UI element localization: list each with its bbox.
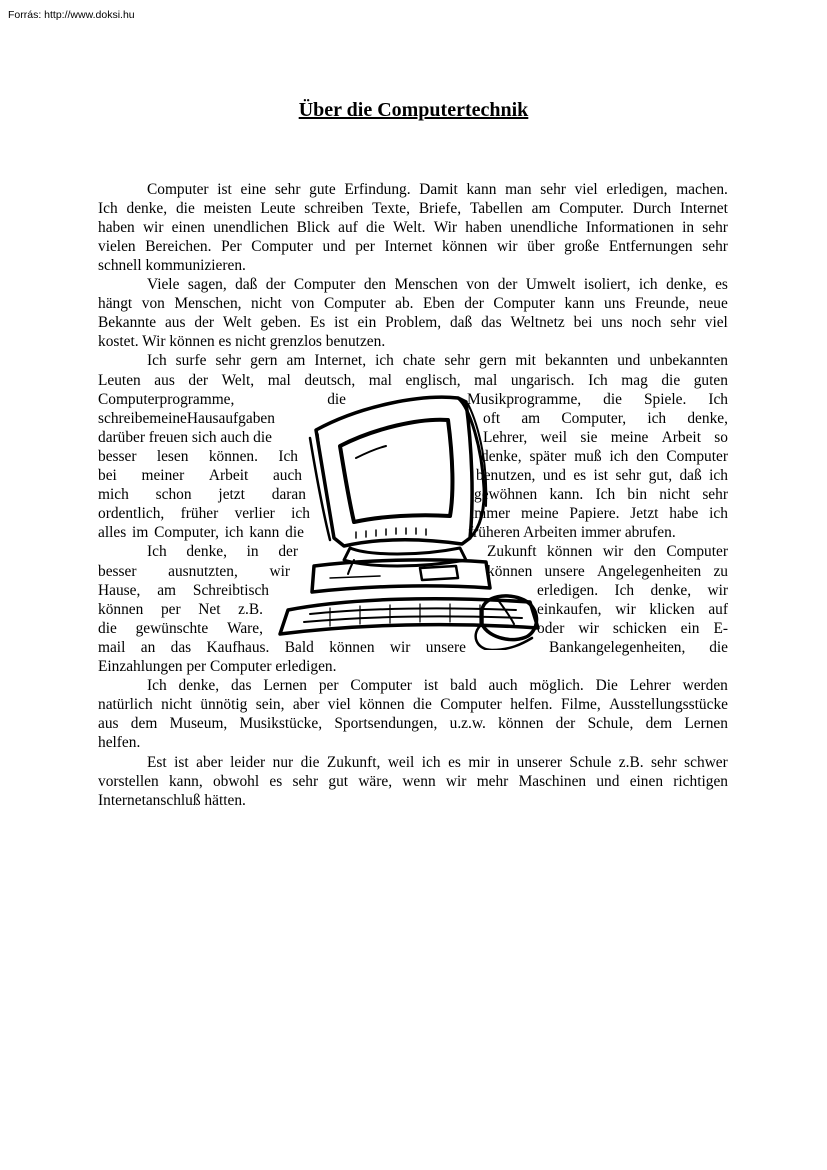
- text-line-left: schreibe meine Hausaufgaben: [98, 409, 275, 427]
- text-line-right: Lehrer, weil sie meine Arbeit so: [483, 428, 728, 446]
- text-line-right: gewöhnen kann. Ich bin nicht sehr: [474, 486, 728, 504]
- text-line-right: einkaufen, wir klicken auf: [537, 600, 728, 618]
- text-line: vorstellen kann, obwohl es sehr gut wäre, wenn wir mehr Maschinen und einen richtigen: [98, 772, 728, 790]
- text-line: haben wir einen unendlichen Blick auf die Welt. Wir haben unendliche Informationen in sehr: [98, 218, 728, 236]
- text-line: Bekannte aus der Welt geben. Es ist ein Problem, daß das Weltnetz bei uns noch sehr viel: [98, 314, 728, 332]
- text-line: hängt von Menschen, nicht von Computer ab. Eben der Computer kann uns Freunde, neue: [98, 295, 728, 313]
- text-line: Computer ist eine sehr gute Erfindung. Damit kann man sehr viel erledigen, machen.: [147, 180, 728, 198]
- text-line-right: erledigen. Ich denke, wir: [537, 581, 728, 599]
- document-title: Über die Computertechnik: [298, 99, 529, 121]
- source-label: Forrás: http://www.doksi.hu: [8, 9, 135, 21]
- text-line: Leuten aus der Welt, mal deutsch, mal englisch, mal ungarisch. Ich mag die guten: [98, 371, 728, 389]
- text-line: Est ist aber leider nur die Zukunft, weil ich es mir in unserer Schule z.B. sehr schwer: [147, 753, 728, 771]
- text-line: schnell kommunizieren.: [98, 256, 246, 274]
- text-line-left: Hause, am Schreibtisch: [98, 581, 269, 599]
- text-line-left: Ich denke, in der: [147, 543, 298, 561]
- text-line: aus dem Museum, Musikstücke, Sportsendungen, u.z.w. können der Schule, dem Lernen: [98, 715, 728, 733]
- text-line-left: besser ausnutzten, wir: [98, 562, 290, 580]
- text-line-left: können per Net z.B.: [98, 600, 263, 618]
- text-line: natürlich nicht ünnötig sein, aber viel können die Computer helfen. Filme, Ausstellungsstücke: [98, 696, 728, 714]
- text-line-left: alles im Computer, ich kann die: [98, 524, 304, 542]
- text-line-left: mail an das Kaufhaus. Bald können wir unsere: [98, 638, 466, 656]
- text-line: Viele sagen, daß der Computer den Menschen von der Umwelt isoliert, ich denke, es: [147, 276, 728, 293]
- text-line-right: immer meine Papiere. Jetzt habe ich: [470, 505, 728, 523]
- text-line-right: können unsere Angelegenheiten zu: [487, 562, 728, 580]
- text-line-right: benutzen, und es ist sehr gut, daß ich: [476, 467, 728, 484]
- text-line-left: besser lesen können. Ich: [98, 447, 298, 465]
- text-line-right: oder wir schicken ein E-: [537, 619, 728, 637]
- text-line-right: Zukunft können wir den Computer: [487, 543, 728, 561]
- text-line-right: denke, später muß ich den Computer: [481, 447, 728, 465]
- text-line-left: mich schon jetzt daran: [98, 486, 306, 504]
- computer-clipart-icon: [270, 388, 550, 650]
- text-line-left: ordentlich, früher verlier ich: [98, 505, 310, 523]
- text-line-right: Musikprogramme, die Spiele. Ich: [467, 390, 728, 408]
- text-line: Internetanschluß hätten.: [98, 791, 246, 809]
- text-line-right: früheren Arbeiten immer abrufen.: [468, 524, 676, 542]
- text-line: Einzahlungen per Computer erledigen.: [98, 658, 337, 675]
- text-line-left: darüber freuen sich auch die: [98, 428, 272, 446]
- text-line-right: Bankangelegenheiten, die: [549, 638, 728, 656]
- text-line: Ich denke, das Lernen per Computer ist bald auch möglich. Die Lehrer werden: [147, 677, 728, 695]
- text-line-left: Computerprogramme, die: [98, 390, 346, 408]
- text-line: vielen Bereichen. Per Computer und per Internet können wir über große Entfernungen sehr: [98, 237, 728, 255]
- text-line-left: bei meiner Arbeit auch: [98, 467, 302, 484]
- text-line: kostet. Wir können es nicht grenzlos benutzen.: [98, 333, 386, 351]
- text-line: Ich denke, die meisten Leute schreiben Texte, Briefe, Tabellen am Computer. Durch Internet: [98, 199, 728, 217]
- text-line: helfen.: [98, 734, 141, 752]
- text-line: Ich surfe sehr gern am Internet, ich chate sehr gern mit bekannten und unbekannten: [147, 352, 728, 370]
- text-line-right: oft am Computer, ich denke,: [483, 409, 728, 427]
- text-line-left: die gewünschte Ware,: [98, 619, 263, 637]
